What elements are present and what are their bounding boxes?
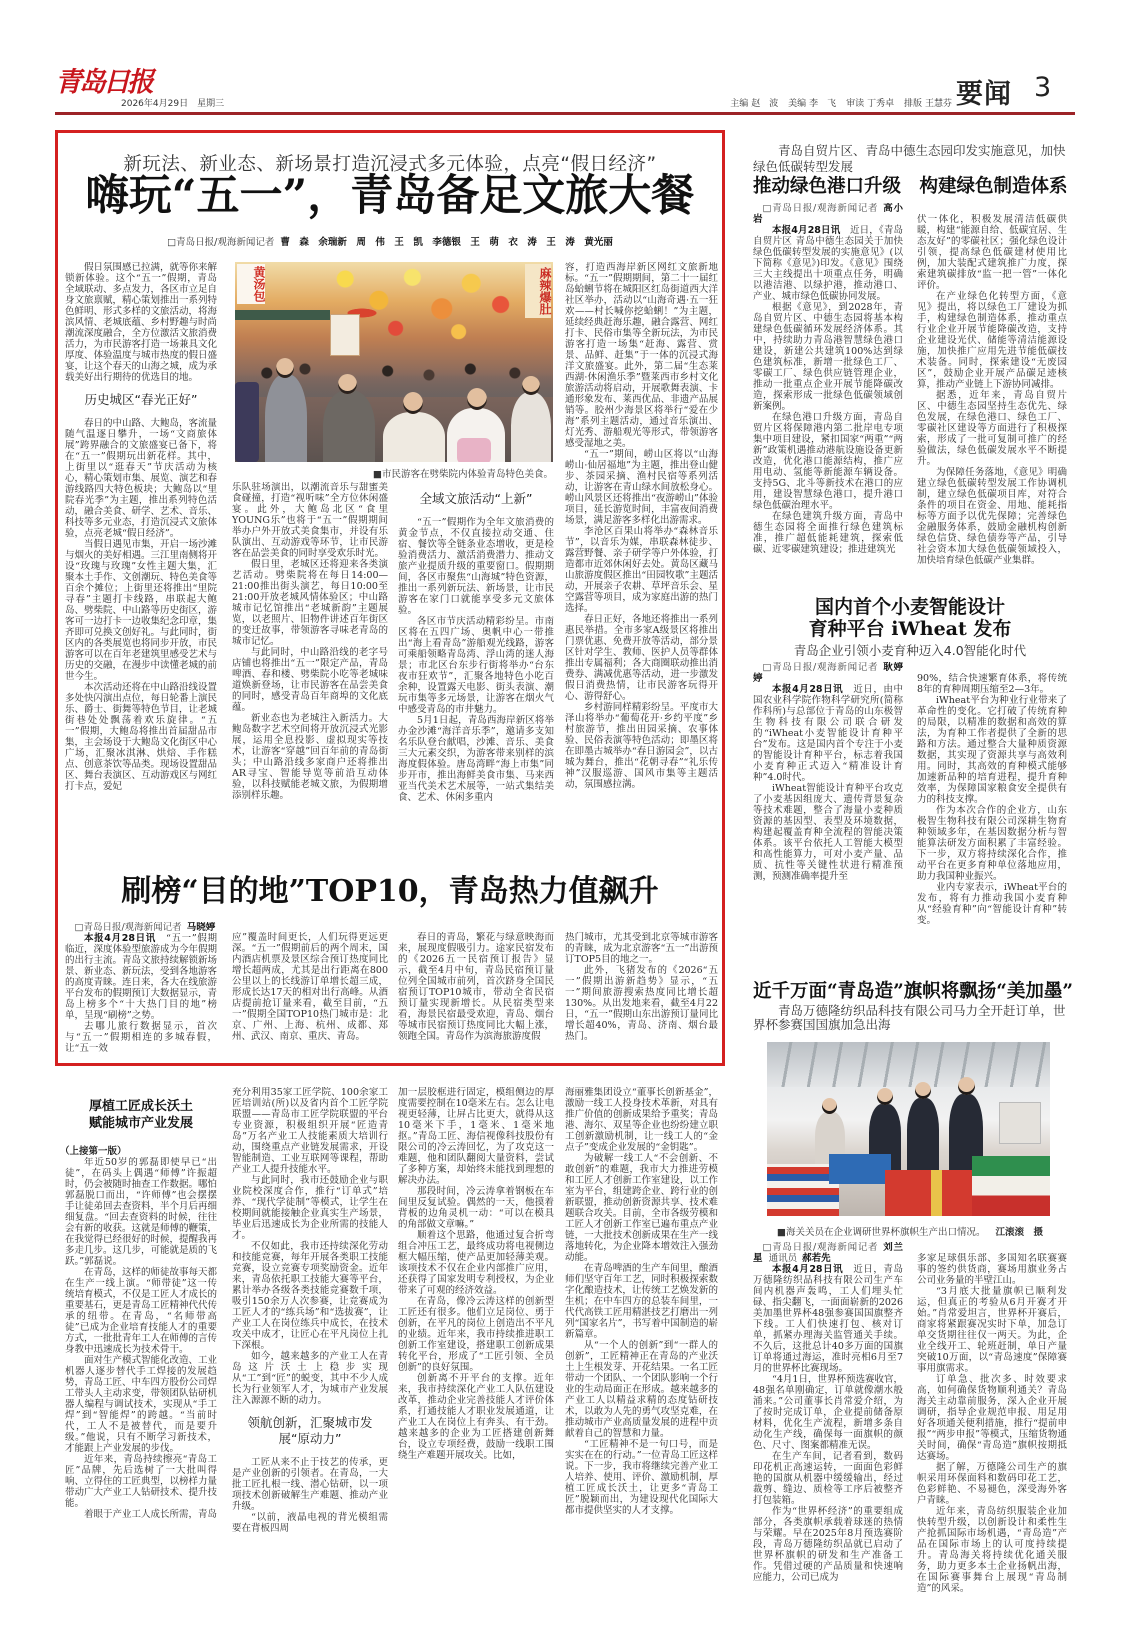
hot-list-column-4 <box>565 932 718 1057</box>
flags-column-2 <box>917 1253 1067 1626</box>
green-port-column-1 <box>753 203 903 579</box>
feature-column-4 <box>565 262 718 866</box>
paragraph: 假日里，老城区还将迎来各类演艺活动。劈柴院将在每日14:00—21:00推出街头演艺，每日10:00至21:00开放老城风情体验区；中山路城市记忆馆推出“老城新韵”主题展览，以老照片、旧物件讲述百年街区的变迁故事，带领游客寻味老青岛的城市记忆。 <box>232 559 388 647</box>
paragraph: “4月1日，世界杯预选赛收官，48强名单刚确定，订单就像潮水般涌来。”公司董事长肖常爱介绍，为了按时完成订单，企业提前储备原材料，优化生产流程，新增多条自动化生产线，确保每一面旗帜的颜色、尺寸、图案都精准无误。 <box>753 1374 903 1451</box>
headline-line-1: 厚植工匠成长沃土 <box>88 1099 193 1114</box>
paragraph: 作为“世界杯经济”的重要组成部分，各类旗帜承载着球迷的热情与荣耀。早在2025年8月预选赛阶段，青岛万德隆纺织品就已启动了世界杯旗帜的研发和生产准备工作。凭借过硬的产品质量和快速响应能力，公司已成为 <box>753 1506 903 1583</box>
lead-text: 近日，《青岛自贸片区 青岛中德生态园关于加快绿色低碳转型发展的实施意见》(以下简称《意见》)印发。《意见》围绕三大主线提出十项重点任务，明确以港洁港、以绿护港，推动港口、产业、城市绿色低碳协同发展。 <box>753 225 903 302</box>
paragraph: 春日正好，各地还将推出一系列惠民举措。全市多家A级景区将推出门票优惠、免费开放等活动，部分景区针对学生、教师、医护人员等群体推出专属福利；各大商圈联动推出消费券、满减优惠等活动，进一步激发假日消费热情，让市民游客玩得开心、游得舒心。 <box>565 614 718 702</box>
iwheat-column-1 <box>753 662 903 957</box>
paragraph: 创新离不开平台的支撑。近年来，我市持续深化产业工人队伍建设改革，推动企业完善技能人才评价体系，打通技能人才职业发展通道，让产业工人在岗位上有奔头、有干劲。越来越多的企业为工匠搭建创新舞台，设立专项经费，鼓励一线职工围绕生产难题开展攻关。比如， <box>398 1373 554 1461</box>
credit-name: 丁秀卓 <box>867 99 895 109</box>
byline <box>753 203 903 225</box>
paragraph: 伏一体化，积极发展清洁低碳供暖，构建“能源自给、低碳宜居、生态友好”的零碳社区；强化绿色设计引领，提高绿色低碳建材使用比例，加大装配式建筑推广力度，探索建筑碳排放“监一把一管”一体化评价。 <box>917 214 1067 291</box>
paragraph: “五一”期间，崂山区将以“山海崂山·仙居福地”为主题，推出登山健步、茶园采摘、渔村民宿等系列活动，让游客在青山绿水间放松身心。崂山风景区还将推出“夜游崂山”体验项目，延长游览时间，丰富夜间消费场景，满足游客多样化出游需求。 <box>565 449 718 526</box>
paragraph: 热门城市，尤其受到北京等城市游客的青睐，成为北京游客“五一”出游预订TOP5目的地之一。 <box>565 932 718 965</box>
crowd-person <box>383 412 445 462</box>
credit-name: 王慧芬 <box>924 99 952 109</box>
iwheat-subtitle: 青岛企业引领小麦育种迈入4.0智能化时代 <box>793 643 1027 658</box>
paragraph: 业内专家表示，iWheat平台的发布，将有力推动我国小麦育种从“经验育种”向“智能设计育种”转变。 <box>917 882 1067 926</box>
subhead-citywide-activities: 全域文旅活动“上新” <box>419 491 533 506</box>
paragraph: 在青岛，这样的师徒故事每天都在生产一线上演。“师带徒”这一传统培育模式，不仅是工匠人才成长的重要基石，更是青岛工匠精神代代传承的纽带。在青岛，“名师带高徒”已成为企业培育技能人才的重要方式，一批批青年工人在师傅的言传身教中迅速成长为技术骨干。 <box>65 1267 217 1355</box>
paragraph: 在青岛，像冷云涛这样的创新型工匠还有很多。他们立足岗位、勇于创新，在平凡的岗位上创造出不平凡的业绩。近年来，我市持续推进职工创新工作室建设，搭建职工创新成果转化平台，形成了“工匠引领、全员创新”的良好氛围。 <box>398 1296 554 1373</box>
shelf <box>999 1102 1041 1144</box>
newspaper-logo: 青岛日报 <box>55 67 151 98</box>
byline <box>65 922 217 933</box>
lead-paragraph <box>65 933 217 1021</box>
paragraph: 据悉，近年来，青岛自贸片区、中德生态园坚持生态优先、绿色发展，在绿色港口、绿色工厂、零碳社区建设等方面进行了积极探索，形成了一批可复制可推广的经验做法，绿色低碳发展水平不断提升。 <box>917 390 1067 467</box>
credit-role: 审读 <box>846 99 865 109</box>
paragraph: 新业态也为老城注入新活力。大鲍岛数字艺术空间将开放沉浸式光影展，运用全息投影、虚拟现实等技术，让游客“穿越”回百年前的青岛街头；中山路沿线多家商户还将推出AR寻宝、智能导览等前沿互动体验，以科技赋能老城文旅，为假期增添别样乐趣。 <box>232 713 388 801</box>
editor-credits <box>640 96 952 109</box>
credit-role: 美编 <box>788 99 807 109</box>
hot-list-headline: 刷榜“目的地”TOP10，青岛热力值飙升 <box>121 874 659 909</box>
paragraph: 各区市节庆活动精彩纷呈。市南区将在五四广场、奥帆中心一带推出“海上看青岛”游船观光线路，游客可乘船领略青岛湾、浮山湾的迷人海景；市北区台东步行街将举办“台东夜市狂欢节”，汇聚各地特色小吃百余种，设置露天电影、街头表演、潮玩市集等多元场景，让游客在烟火气中感受青岛的市井魅力。 <box>398 616 554 715</box>
issue-date: 2026年4月29日 星期三 <box>121 99 225 109</box>
person-head <box>338 374 357 394</box>
crowd-person <box>511 392 551 462</box>
subhead-history-district: 历史城区“春光正好” <box>84 392 198 407</box>
shop-awning <box>235 310 330 320</box>
paragraph: 年近50岁的郭磊即使早已“出徒”，在码头上偶遇“师傅”许振超时，仍会被随时抽查工作数据。哪怕郭磊脱口而出，“许师傅”也会摆摆手让徒弟回去查资料，半个月后再细细复盘。“回去查资料的时候，往往会有新的收获。这就是师傅的鞭策，在我觉得已经很好的时候，提醒我再多走几步。这几步，可能就是质的飞跃。”郭磊说。 <box>65 1157 217 1267</box>
continued-from-label: （上接第一版） <box>60 1146 127 1157</box>
credit-name: 赵 波 <box>751 99 779 109</box>
paragraph: 加一层胶框进行固定，模组侧边的厚度需要控制在10毫米左右。怎么让电视更轻薄，让屏占比更大，就得从这10毫米下手，1毫米、1毫米地抠。”青岛工匠、海信视像科技股份有限公司的冷云涛回忆，为了攻克这一难题，他和团队翻阅大量资料，尝试了多种方案，却始终未能找到理想的解决办法。 <box>398 1087 554 1186</box>
byline-names: 刘兰星 <box>753 1242 903 1264</box>
lead-paragraph <box>753 1264 903 1374</box>
poster-board <box>235 382 259 462</box>
page-number: 3 <box>1034 72 1052 103</box>
dateline: 本报4月28日讯 <box>772 684 844 695</box>
paragraph: “以前，液晶电视的背光模组需要在背板四周 <box>232 1512 388 1534</box>
paragraph: 多家足球俱乐部、多国知名联赛赛事的签约供货商，赛场用旗业务占公司业务量的半壁江山。 <box>917 1253 1067 1286</box>
paragraph: 为破解一线工人“不会创新、不敢创新”的难题，我市大力推进劳模和工匠人才创新工作室建设，以工作室为平台，组建跨企业、跨行业的创新联盟，推动创新资源共享、技术难题联合攻关。目前，全市各级劳模和工匠人才创新工作室已遍布重点产业链，一大批技术创新成果在生产一线落地转化，为企业降本增效注入强劲动能。 <box>565 1153 718 1263</box>
paragraph: “五一”假期作为全年文旅消费的黄金节点，不仅直接拉动交通、住宿、餐饮等全链条业态增收，更是检验消费活力、激活消费潜力、推动文旅产业提质升级的重要窗口。假期期间，各区市聚焦“山海城”特色资源，推出一系列新玩法、新场景，让市民游客在家门口就能享受多元文旅体验。 <box>398 517 554 616</box>
paragraph: 作为本次合作的企业方，山东极智生物科技有限公司深耕生物育种领域多年，在基因数据分析与智能算法研发方面积累了丰富经验。下一步，双方将持续深化合作，推动平台在更多育种单位落地应用，助力我国种业振兴。 <box>917 805 1067 882</box>
byline-prefix: □青岛日报/观海新闻记者 <box>762 662 879 673</box>
street-food-photo <box>235 262 553 462</box>
byline-names: 耿婷婷 <box>753 662 903 684</box>
paragraph: 容，打造西海岸新区网红文旅新地标。“五一”假期期间，第二十一届红岛蛤蜊节将在城阳区红岛街道西大洋社区举办，活动以“山海奇遇·五一狂欢——村长喊你挖蛤蜊！”为主题，延续经典赶海乐趣，融合露营、网红打卡、民俗市集等全新玩法，为市民游客打造一场集“赶海、露营、赏景、品鲜、赶集”于一体的沉浸式海洋文旅盛宴。此外，第二届“生态莱西湖·休闲渔乐季”暨莱西市乡村文化旅游活动将启动，开展歌舞表演、卡通形象发布、莱西优品、非遗产品展销等。胶州少海景区将举行“爱在少海”系列主题活动，通过音乐演出、灯光秀、游船观光等形式，带领游客感受湿地之美。 <box>565 262 718 449</box>
byline-prefix: □青岛日报/观海新闻记者 <box>74 922 182 933</box>
hot-list-column-2 <box>232 932 388 1057</box>
worker-head <box>915 1082 931 1099</box>
byline-names: 马晓婷 <box>186 922 216 933</box>
dateline: 本报4月28日讯 <box>772 1264 844 1275</box>
paragraph: 不仅如此，我市还持续深化劳动和技能竞赛，每年开展各类职工技能竞赛，设立竞赛专项奖励资金。近年来，青岛依托职工技能大赛等平台，累计举办各级各类技能竞赛数千项，吸引150余万人次参赛，让竞赛成为工匠人才的“练兵场”和“选拔赛”，让产业工人在岗位练兵中成长，在技术攻关中成才，让匠心在平凡岗位上扎下深根。 <box>232 1241 388 1351</box>
paragraph: 在青岛啤酒的生产车间里，酿酒师们坚守百年工艺，同时积极探索数字化酿造技术，让传统工艺焕发新的生机；在中车四方的总装车间里，一代代高铁工匠用精湛技艺打磨出一列列“国家名片”，书写着中国制造的崭新篇章。 <box>565 1263 718 1340</box>
craftsman-column-1 <box>65 1157 217 1625</box>
flag-pile <box>885 1170 977 1216</box>
flags-kicker: 青岛万德隆纺织品科技有限公司马力全开赶订单，世界杯参赛国国旗加急出海 <box>753 1003 1066 1032</box>
feature-byline <box>58 234 722 248</box>
green-port-kicker: 青岛自贸片区、青岛中德生态园印发实施意见，加快绿色低碳转型发展 <box>753 143 1066 174</box>
paragraph: 那段时间，冷云涛拿着钢板在车间里反复试验。偶然的一天，他摸着背板的边角灵机一动：“可以在模具的角部做文章嘛。” <box>398 1186 554 1230</box>
paragraph: iWheat平台为种业行业带来了革命性的变化。它打破了传统育种的局限，以精准的数据和高效的算法，为育种工作者提供了全新的思路和方法。通过整合大量种质资源数据，其实现了资源共享与高效利用。同时，其高效的育种模式能够加速新品种的培育进程，提升育种效率，为保障国家粮食安全提供有力的科技支撑。 <box>917 695 1067 805</box>
paragraph: 春日的中山路、大鲍岛，客流量随气温逐日攀升，一场“文商旅体展”跨界融合的文旅盛宴已备下，将在“五一”假期玩出新花样。其中，上街里以“逛春天”节庆活动为核心，精心策划市集、展览、演艺和春游线路四大特色板块；大鲍岛以“里院春光季”为主题，推出系列特色活动，融合美食、研学、艺术、音乐、科技等多元业态，打造沉浸式文旅体验，点亮老城“假日经济”。 <box>65 418 217 539</box>
lead-paragraph <box>753 684 903 783</box>
person-head <box>522 376 540 395</box>
paragraph: 据了解，万德隆公司生产的旗帜采用环保面料和数码印花工艺，色彩鲜艳、不易褪色，深受海外客户青睐。 <box>917 1462 1067 1506</box>
worker-head <box>958 1077 975 1095</box>
craftsman-column-3 <box>398 1087 554 1625</box>
lead-text: 近日，青岛万德隆纺织品科技有限公司生产车间内机器声轰鸣，工人们埋头忙碌、指尖翻飞，一面面崭新的2026美加墨世界杯48强参赛国国旗整齐下线。工人们快速打包、核对订单，抓紧办理海关监管通关手续。不久后，这批总计40多万面的国旗订单将通过海运，准时亮相6月至7月的世界杯比赛现场。 <box>753 1264 903 1374</box>
paragraph: 面对生产模式智能化改造、工业机器人逐步替代手工焊接的发展趋势，青岛工匠、中车四方股份公司焊工带头人主动求变，带领团队钻研机器人编程与调试技术，实现从“手工焊”到“智能焊”的跨越。“当前时代，工人不是被替代，而是要升级。”他说，只有不断学习新技术，才能跟上产业发展的步伐。 <box>65 1355 217 1454</box>
flags-column-1 <box>753 1242 903 1626</box>
paragraph: 为保障任务落地，《意见》明确建立绿色低碳转型发展工作协调机制，建立绿色低碳项目库，对符合条件的项目在资金、用地、能耗指标等方面予以优先保障；完善绿色金融服务体系，鼓励金融机构创新绿色信贷、绿色债券等产品，引导社会资本加大绿色低碳领域投入，加快培育绿色低碳产业集群。 <box>917 467 1067 566</box>
paragraph: 根据《意见》，到2028年，青岛自贸片区、中德生态园将基本构建绿色低碳循环发展经济体系。其中，持续助力青岛港智慧绿色港口建设，新建公共建筑100%达到绿色建筑标准，新增一批绿色工厂、零碳工厂、绿色供应链管理企业，推动一批重点企业开展节能降碳改造，探索形成一批绿色低碳领域创新案例。 <box>753 302 903 412</box>
paragraph: 5月1日起，青岛西海岸新区将举办金沙滩“海洋音乐季”，邀请多支知名乐队登台献唱，沙滩、音乐、美食三大元素交织，为游客带来别样的滨海度假体验。唐岛湾畔“海上市集”同步开市，推出海鲜美食市集、马来西亚当代美术艺术展等，一站式集结美食、艺术、休闲多重内 <box>398 715 554 803</box>
feature-headline: 嗨玩“五一”，青岛备足文旅大餐 <box>85 171 695 221</box>
byline-names: 曹 森 余瑞新 周 伟 王 凯 李德银 王 萌 衣 涛 王 涛 黄光丽 <box>280 237 613 248</box>
paragraph: 乡村游同样精彩纷呈。平度市大泽山将举办“葡萄花开·乡约平度”乡村旅游节，推出田园采摘、农事体验、民俗表演等特色活动；即墨区将在即墨古城举办“春日游园会”，以古城为舞台，推出“花朝寻春”“礼乐传神”汉服巡游、国风市集等主题活动，氛围感拉满。 <box>565 702 718 790</box>
header-rule <box>55 112 1075 115</box>
paragraph: 应”覆盖时间更长，人们玩得更远更深。“五一”假期前后的两个周末，国内酒店机票及景区综合预订热度同比增长超两成，尤其是出行距离在800公里以上的长线游订单增长超三成，形成长达17天的相对出行高峰。从酒店提前抢订量来看，截至目前，“五一”假期全国TOP10热门城市是：北京、广州、上海、杭州、成都、郑州、武汉、南京、重庆、青岛。 <box>232 932 388 1042</box>
credit-role: 主编 <box>730 99 749 109</box>
sign-right: 麻辣爆肚 <box>525 264 551 318</box>
section-title: 要闻 <box>956 79 1012 110</box>
pink-bag <box>457 438 491 462</box>
paragraph: 乐队驻场演出，以潮流音乐与甜蜜美食碰撞，打造“视听味”全方位休闲盛宴。此外，大鲍岛北区“食里YOUNG乐”也将于“五一”假期期间举办户外开放式美食集市，并设有乐队演出、互动游戏等环节，让市民游客在品尝美食的同时享受欢乐时光。 <box>232 482 388 559</box>
crowd-person <box>323 390 375 462</box>
hot-list-column-3 <box>398 932 554 1057</box>
paragraph: 李沧区百果山将举办“森林音乐节”，以音乐为媒，串联森林徒步、露营野餐、亲子研学等户外体验，打造都市近郊休闲好去处。黄岛区藏马山旅游度假区推出“田园牧歌”主题活动，开展亲子农耕、草坪音乐会、星空露营等项目，成为家庭出游的热门选择。 <box>565 526 718 614</box>
paragraph: 90%，结合快速繁育体系，将传统8年的育种周期压缩至2—3年。 <box>917 673 1067 695</box>
byline-names: 高小岩 <box>753 203 903 225</box>
worker-figure <box>907 1098 939 1178</box>
byline-prefix: □青岛日报/观海新闻记者 <box>167 237 275 248</box>
lead-text: 近日，由中国农业科学院作物科学研究所(简称作科所)与总部位于青岛的山东极智生物科技有限公司联合研发的“iWheat小麦智能设计育种平台”发布。这是国内首个专注于小麦的智能设计育种平台，标志着我国小麦育种正式迈入“精准设计育种”4.0时代。 <box>753 684 903 783</box>
paragraph: 顺着这个思路，他通过复合折弯组合冲压工艺，最终成功将电视侧边框大幅压缩，使产品更加轻薄美观。该项技术不仅在企业内部推广应用，还获得了国家发明专利授权，为企业带来了可观的经济效益。 <box>398 1230 554 1296</box>
paragraph: 工匠从来不止于技艺的传承，更是产业创新的引领者。在青岛，一大批工匠扎根一线、潜心钻研，以一项项技术创新破解生产难题、推动产业升级。 <box>232 1457 388 1512</box>
feature-column-2 <box>232 482 388 866</box>
paragraph: “3月底大批量旗帜已顺利发运，但真正的考验从6月开赛才开始。”肖常爱坦言，世界杯开赛后，商家将紧跟赛况实时下单，加急订单交货期往往仅一两天。为此，企业全线开工、轮班赶制，单日产量突破10万面，以“青岛速度”保障赛事用旗需求。 <box>917 1286 1067 1374</box>
flags-photo-caption <box>753 1224 1067 1238</box>
flag-pile <box>829 1154 891 1184</box>
byline-prefix: □青岛日报/观海新闻记者 <box>762 203 879 214</box>
feature-column-3 <box>398 482 554 866</box>
ceiling-beams <box>767 1042 1050 1087</box>
paragraph: 在生产车间，记者看到，数码印花机正高速运转，一面面色彩鲜艳的国旗从机器中缓缓输出，经过裁剪、缝边、质检等工序后被整齐打包装箱。 <box>753 1451 903 1506</box>
caption-text: ■海关关员在企业调研世界杯旗帜生产出口情况。 <box>777 1227 986 1238</box>
dateline: 本报4月28日讯 <box>84 933 156 944</box>
paragraph: 近年来，青岛纺织服装企业加快转型升级，以创新设计和柔性生产抢抓国际市场机遇，“青岛造”产品在国际市场上的认可度持续提升。青岛海关将持续优化通关服务，助力更多本土企业扬帆出海，在国际赛事舞台上展现“青岛制造”的风采。 <box>917 1506 1067 1594</box>
byline <box>753 662 903 684</box>
person-head <box>276 358 294 378</box>
paragraph: 着眼于产业工人成长所需，青岛 <box>84 1509 217 1520</box>
feature-column-1 <box>65 262 217 866</box>
flags-headline: 近千万面“青岛造”旗帜将飘扬“美加墨” <box>753 981 1074 1002</box>
paragraph: 订单急、批次多、时效要求高，如何确保货物顺利通关？青岛海关主动靠前服务，深入企业开展调研，指导企业规范申报、用足用好各项通关便利措施，推行“提前申报”“两步申报”等模式，压缩货物通关时间，确保“青岛造”旗帜按期抵达赛场。 <box>917 1374 1067 1462</box>
paragraph: iWheat智能设计育种平台攻克了小麦基因组庞大、遗传背景复杂等技术难题，整合了海量小麦种质资源的基因型、表型及环境数据，构建起覆盖育种全流程的智能决策体系。该平台依托人工智能大模型和高性能算力，可对小麦产量、品质、抗性等关键性状进行精准预测，预测准确率提升至 <box>753 783 903 882</box>
paragraph: 本次活动还将在中山路沿线设置多处快闪演出点位，每日轮番上演民乐、爵士、街舞等特色节目，让老城街巷处处飘荡着欢乐旋律。“五一”假期，大鲍岛将推出首届甜品市集，主会场设于大鲍岛文化街区中心广场，汇聚冰淇淋、烘焙、手作糕点、创意茶饮等品类。现场设置甜品区、舞台表演区、互动游戏区与网红打卡点，爱妃 <box>65 682 217 792</box>
paragraph: 与此同时，我市还鼓励企业与职业院校深度合作，推行“订单式”培养、“现代学徒制”等模式，让学生在校期间就能接触企业真实生产场景，毕业后迅速成长为企业所需的技能人才。 <box>232 1175 388 1241</box>
green-port-column-2 <box>917 214 1067 579</box>
iwheat-headline-line-2: 育种平台 iWheat 发布 <box>808 618 1012 640</box>
paragraph: 去哪儿旅行数据显示，首次与“五一”假期相连的多城春假，让“五一效 <box>65 1021 217 1054</box>
worker-head <box>822 1098 837 1114</box>
paragraph: 与此同时，中山路沿线的老字号店铺也将推出“五一”限定产品，青岛啤酒、春和楼、劈柴院小吃等老城味道焕新登场，让市民游客在品尝美食的同时，感受青岛百年商埠的文化底蕴。 <box>232 647 388 713</box>
person-head <box>403 392 423 414</box>
worker-head <box>877 1088 893 1105</box>
flag-pile <box>972 1156 1050 1216</box>
craftsman-headline <box>62 1098 220 1132</box>
green-port-headline: 推动绿色港口升级 构建绿色制造体系 <box>753 176 1068 197</box>
byline <box>753 1242 903 1264</box>
credit-name: 李 飞 <box>809 99 837 109</box>
lead-paragraph <box>753 225 903 302</box>
hot-list-column-1 <box>65 922 217 1057</box>
credit-role: 排版 <box>903 99 922 109</box>
subhead-innovation: 领航创新，汇聚城市发展“原动力” <box>247 1415 373 1446</box>
lead-text: “五一”假期临近，深度体验型旅游成为今年假期的出行主流。青岛文旅持续解锁新场景、新业态、新玩法，受到各地游客的高度青睐。连日来，各大在线旅游平台发布的假期预订大数据显示，青岛上榜多个“十大热门目的地”榜单，呈现“刷榜”之势。 <box>65 933 217 1021</box>
paragraph: 如今，越来越多的产业工人在青岛这片沃土上稳步实现从“工”到“匠”的蜕变，其中不少人成长为行业领军人才，为城市产业发展注入源源不断的动力。 <box>232 1351 388 1406</box>
paragraph: 在绿色建筑升级方面，青岛中德生态园将全面推行绿色建筑标准，推广超低能耗建筑，探索低碳、近零碳建筑建设；推进建筑光 <box>753 511 903 555</box>
dateline: 本报4月28日讯 <box>772 225 841 236</box>
person-head <box>467 388 487 410</box>
sign-left: 黄汤包 <box>237 264 265 304</box>
paragraph: 在绿色港口升级方面，青岛自贸片区将保障港内第二批岸电专项集中项目建设，紧扣国家“两重”“两新”政策机遇推动港航设施设备更新改造，优化港口能源结构，推广应用电动、氢能等新能源车辆设备。支持5G、北斗等新技术在港口的应用，建设智慧绿色港口，提升港口绿色低碳治理水平。 <box>753 412 903 511</box>
crowd-person <box>265 374 307 462</box>
paragraph: 从“一个人的创新”到“一群人的创新”，工匠精神正在青岛的产业沃土上生根发芽、开花结果。一名工匠带动一个团队、一个团队影响一个行业的生动局面正在形成。越来越多的产业工人以精益求精的态度钻研技术，以敢为人先的勇气攻坚克难，在推动城市产业高质量发展的进程中贡献着自己的智慧和力量。 <box>565 1340 718 1439</box>
byline-prefix: □青岛日报/观海新闻记者 <box>762 1242 879 1253</box>
photo-credit: 江滚滚 摄 <box>995 1227 1043 1238</box>
paragraph: 春日的青岛，繁花与绿意映海而来，展现度假吸引力。途家民宿发布的《2026五一民宿预订报告》显示，截至4月中旬，青岛民宿预订量位列全国城市前列，首次跻身全国民宿预订TOP10城市，带动全省民宿预订量实现新增长。从民宿类型来看，海景民宿最受欢迎，青岛、烟台等城市民宿预订热度同比大幅上涨，领跑全国。青岛作为滨海旅游度假 <box>398 932 554 1042</box>
paragraph: 在产业绿色化转型方面，《意见》提出，将以绿色工厂建设为抓手，构建绿色制造体系，推动重点行业企业开展节能降碳改造，支持企业建设光伏、储能等清洁能源设施，加快推广应用先进节能低碳技术装备。同时，探索建设“无废园区”，鼓励企业开展产品碳足迹核算，推动产业链上下游协同减排。 <box>917 291 1067 390</box>
iwheat-column-2 <box>917 673 1067 957</box>
paragraph: 海丽雅集团设立“董事长创新基金”，激励一线工人投身技术革新，对具有推广价值的创新成果给予重奖；青岛港、海尔、双星等企业也纷纷建立职工创新激励机制，让一线工人的“金点子”变成企业发展的“金钥匙”。 <box>565 1087 718 1153</box>
shop-sign <box>330 314 360 356</box>
byline-names: 郝若先 <box>802 1253 831 1264</box>
byline-role: 通讯员 <box>768 1253 798 1264</box>
headline-line-2: 赋能城市产业发展 <box>88 1116 193 1131</box>
craftsman-column-4 <box>565 1087 718 1625</box>
paragraph: “工匠精神不是一句口号，而是实实在在的行动。”一位青岛工匠这样说。下一步，我市将继续完善产业工人培养、使用、评价、激励机制，厚植工匠成长沃土，让更多“青岛工匠”脱颖而出，为建设现代化国际大都市提供坚实的人才支撑。 <box>565 1439 718 1516</box>
paragraph: 假日氛围感已拉满，就等你来解锁新体验。这个“五一”假期，青岛全域联动、多点发力，各区市立足自身文旅禀赋，精心策划推出一系列特色鲜明、形式多样的文旅活动，将海滨风情、老城底蕴、乡村野趣与时尚潮流深度融合，全方位激活文旅消费活力，为市民游客打造一场兼具文化厚度、体验温度与城市热度的假日盛宴，让这个春天的山海之城，成为承载美好出行期待的优选目的地。 <box>65 262 217 383</box>
flag-factory-photo <box>767 1042 1050 1216</box>
iwheat-headline-line-1: 国内首个小麦智能设计 <box>814 596 1005 618</box>
feature-kicker: 新玩法、新业态、新场景打造沉浸式多元体验，点亮“假日经济” <box>123 154 657 175</box>
craftsman-column-2 <box>232 1087 388 1625</box>
paragraph: 近年来，青岛持续擦亮“青岛工匠”品牌，先后选树了一大批叫得响、立得住的工匠典型，以榜样力量带动广大产业工人钻研技术、提升技能。 <box>65 1454 217 1509</box>
paragraph: 充分利用35家工匠学院、100余家工匠培训站(所)以及省内首个工匠学院联盟——青岛市工匠学院联盟的平台专业资源，积极组织开展“匠造青岛”万名产业工人技能素质大培训行动，围绕重点产业链发展需求，开设智能制造、工业互联网等课程，帮助产业工人提升技能水平。 <box>232 1087 388 1175</box>
feature-photo-caption: ■市民游客在劈柴院内体验青岛特色美食。 <box>373 469 553 480</box>
paragraph: 此外，飞猪发布的《2026“五一”假期出游新趋势》显示，“五一”期间旅游搜索热度同比增长超130%。从出发地来看，截至4月22日，“五一”假期山东出游预订量同比增长超40%，青岛、济南、烟台最热门。 <box>565 965 718 1042</box>
paragraph: 当假日遇见市集，开启一场沙滩与烟火的美好相遇。三江里南侧将开设“玫瑰与玫瑰”女性主题大集，汇聚本土手作、文创潮玩、特色美食等百余个摊位；上街里还将推出“里院寻春”主题打卡线路，串联起大鲍岛、劈柴院、中山路等历史街区，游客可一边打卡一边收集纪念印章，集齐即可兑换文创好礼。与此同时，街区内的各类展览也将同步开放，市民游客可以在百年老建筑里感受艺术与历史的交融，在漫步中读懂老城的前世今生。 <box>65 539 217 682</box>
